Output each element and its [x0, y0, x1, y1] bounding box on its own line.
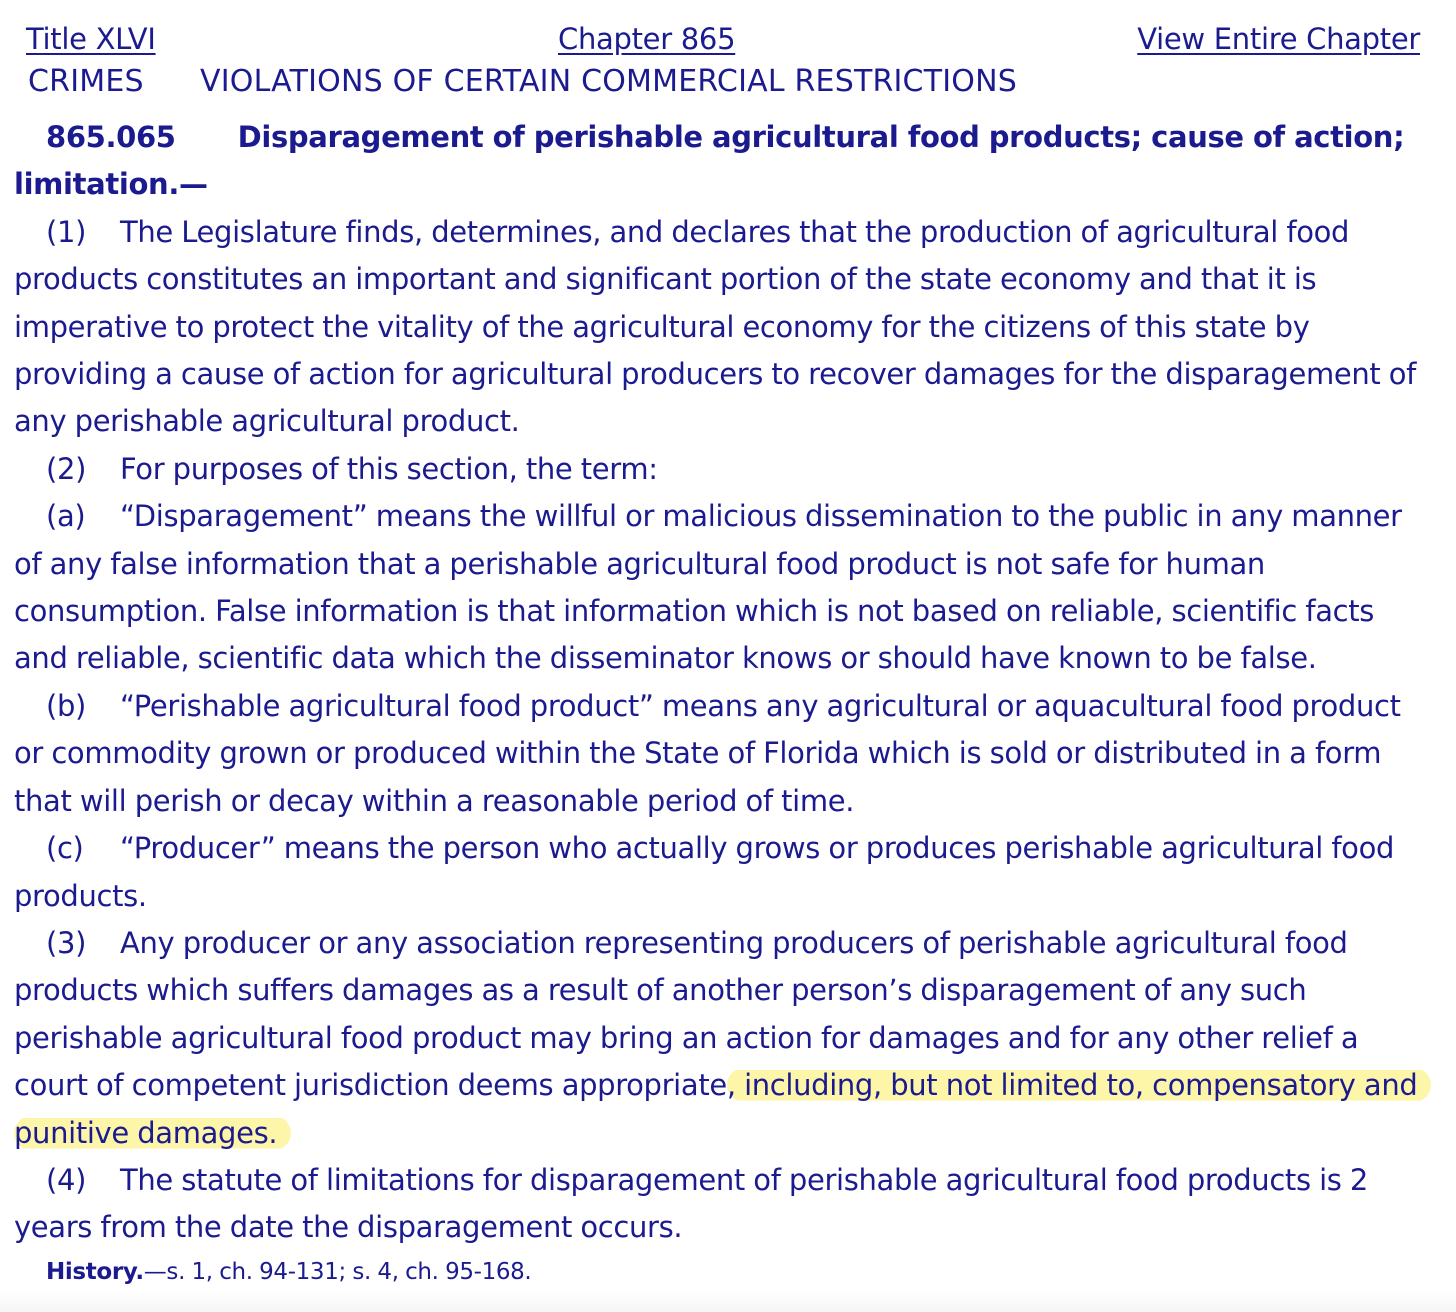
history-text: —s. 1, ch. 94-131; s. 4, ch. 95-168. — [143, 1258, 532, 1285]
title-name: CRIMES — [28, 64, 144, 99]
section-number: 865.065 — [46, 120, 176, 154]
paragraph-1 — [14, 209, 1434, 446]
catchline-dash: — — [179, 167, 208, 202]
paragraph-text: Any producer or any association representing producers of perishable agricultural food products which suffers damages as a result of another person’s disparagement of any such perishable agricultural food product may bring an action for damages and for any other relief a court of competent jurisdiction deems appropriate — [14, 925, 1359, 1103]
paragraph-2a — [14, 493, 1434, 683]
chapter-name: VIOLATIONS OF CERTAIN COMMERCIAL RESTRICTIONS — [200, 64, 1017, 99]
paragraph-number: (2) — [46, 451, 87, 486]
paragraph-text: For purposes of this section, the term: — [120, 451, 658, 486]
chapter-link[interactable]: Chapter 865 — [558, 22, 736, 56]
paragraph-4 — [14, 1157, 1434, 1252]
paragraph-text: The Legislature finds, determines, and declares that the production of agricultural food products constitutes an important and significant portion of the state economy and that it is imperative to protect the vitality of the agricultural economy for the citizens of this state by providing a cause of action for agricultural producers to recover damages for the disparagement of any perishable agricultural product. — [14, 214, 1417, 439]
paragraph-text: “Disparagement” means the willful or malicious dissemination to the public in any manner of any false information that a perishable agricultural food product is not safe for human consumption. False information is that information which is not based on reliable, scientific facts and reliable, scientific data which the disseminator knows or should have known to be false. — [14, 499, 1402, 676]
paragraph-number: (a) — [46, 499, 86, 534]
paragraph-number: (1) — [46, 214, 87, 249]
section-heading — [14, 114, 1434, 209]
history-note — [14, 1252, 1434, 1292]
paragraph-2c — [14, 825, 1434, 920]
section-body — [14, 114, 1434, 1292]
history-label: History. — [46, 1258, 144, 1285]
paragraph-text: “Producer” means the person who actually grows or produces perishable agricultural food products. — [14, 831, 1395, 913]
paragraph-2 — [14, 446, 1434, 493]
section-catchline: Disparagement of perishable agricultural food products; cause of action; limitation. — [14, 120, 1405, 202]
paragraph-2b — [14, 683, 1434, 825]
paragraph-number: (b) — [46, 688, 86, 723]
highlighted-text: , including, but not limited to, compensatory and punitive damages. — [14, 1068, 1431, 1149]
paragraph-text: “Perishable agricultural food product” means any agricultural or aquacultural food product or commodity grown or produced within the State of Florida which is sold or distributed in a form that will perish or decay within a reasonable period of time. — [14, 688, 1401, 818]
title-link[interactable]: Title XLVI — [26, 22, 156, 56]
paragraph-number: (c) — [46, 831, 84, 866]
paragraph-text: The statute of limitations for disparagement of perishable agricultural food products is 2 years from the date the disparagement occurs. — [14, 1162, 1369, 1245]
paragraph-number: (4) — [46, 1162, 87, 1197]
paragraph-3 — [14, 920, 1434, 1157]
paragraph-number: (3) — [46, 925, 87, 960]
view-entire-chapter-link[interactable]: View Entire Chapter — [1137, 22, 1420, 56]
page-bottom-edge — [0, 1290, 1456, 1312]
